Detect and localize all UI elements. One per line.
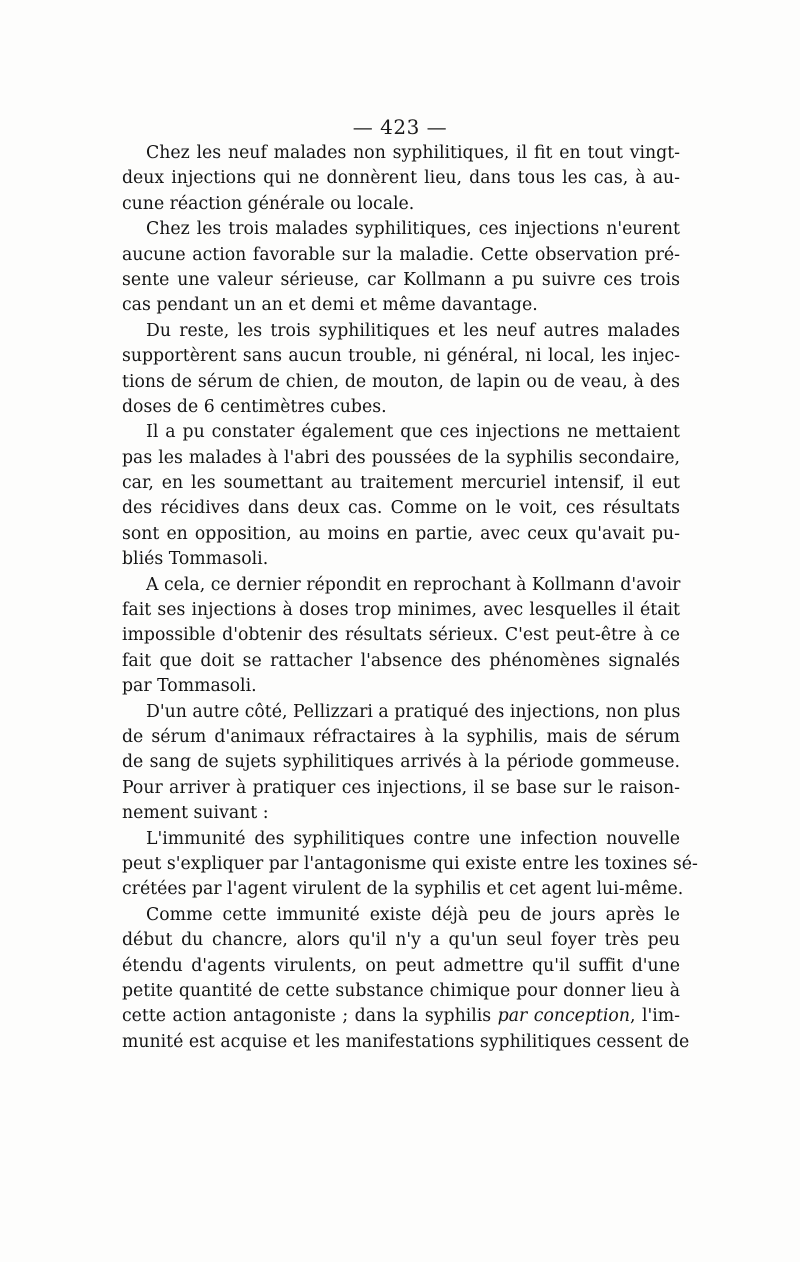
text-line: tions de sérum de chien, de mouton, de lapin ou de veau, à des [122,371,680,392]
text-line: par Tommasoli. [122,676,257,697]
text-line: de sang de sujets syphilitiques arrivés à la période gommeuse. [122,752,680,773]
text-line: début du chancre, alors qu'il n'y a qu'un seul foyer très peu [122,930,680,951]
text-line: crétées par l'agent virulent de la syphilis et cet agent lui-même. [122,879,684,900]
text-line: Du reste, les trois syphilitiques et les neuf autres malades [146,320,680,341]
text-line: bliés Tommasoli. [122,549,269,570]
text-line: cette action antagoniste ; dans la syphilis par conception, l'im- [122,1006,680,1027]
text-line: sont en opposition, au moins en partie, avec ceux qu'avait pu- [122,523,680,544]
text-line: sente une valeur sérieuse, car Kollmann a pu suivre ces trois [122,269,680,290]
text-line: L'immunité des syphilitiques contre une infection nouvelle [146,828,680,849]
text-line: fait ses injections à doses trop minimes, avec lesquelles il était [122,600,680,621]
text-line: deux injections qui ne donnèrent lieu, dans tous les cas, à au- [122,168,680,189]
text-line: peut s'expliquer par l'antagonisme qui existe entre les toxines sé- [122,853,698,874]
text-line: munité est acquise et les manifestations syphilitiques cessent de [122,1031,690,1052]
text-line: de sérum d'animaux réfractaires à la syphilis, mais de sérum [122,726,680,747]
text-line: Il a pu constater également que ces injections ne mettaient [146,422,680,443]
text-line: A cela, ce dernier répondit en reprochant à Kollmann d'avoir [146,574,681,595]
text-line: doses de 6 centimètres cubes. [122,396,387,417]
text-line: fait que doit se rattacher l'absence des phénomènes signalés [122,650,680,671]
italic-phrase: par conception [497,1006,630,1027]
text-line: Comme cette immunité existe déjà peu de jours après le [146,904,680,925]
text-line: car, en les soumettant au traitement mercuriel intensif, il eut [122,473,680,494]
text-line: Chez les neuf malades non syphilitiques, il fit en tout vingt- [146,143,680,163]
text-line: D'un autre côté, Pellizzari a pratiqué des injections, non plus [146,701,681,722]
text-line: impossible d'obtenir des résultats sérieux. C'est peut-être à ce [122,625,680,646]
text-line: Pour arriver à pratiquer ces injections, il se base sur le raison- [122,777,680,798]
text-line: cune réaction générale ou locale. [122,193,415,214]
text-line: supportèrent sans aucun trouble, ni général, ni local, les injec- [122,346,680,367]
text-line: étendu d'agents virulents, on peut admettre qu'il suffit d'une [122,955,680,976]
text-line: des récidives dans deux cas. Comme on le voit, ces résultats [122,498,680,519]
text-line: nement suivant : [122,803,269,824]
page-number: — 423 — [352,115,448,139]
text-line: aucune action favorable sur la maladie. Cette observation pré- [122,244,680,265]
text-line: cas pendant un an et demi et même davantage. [122,295,538,316]
text-line: Chez les trois malades syphilitiques, ces injections n'eurent [146,219,680,240]
body-text [122,141,698,1055]
text-line: petite quantité de cette substance chimique pour donner lieu à [122,980,680,1001]
text-line: pas les malades à l'abri des poussées de la syphilis secondaire, [122,447,680,468]
